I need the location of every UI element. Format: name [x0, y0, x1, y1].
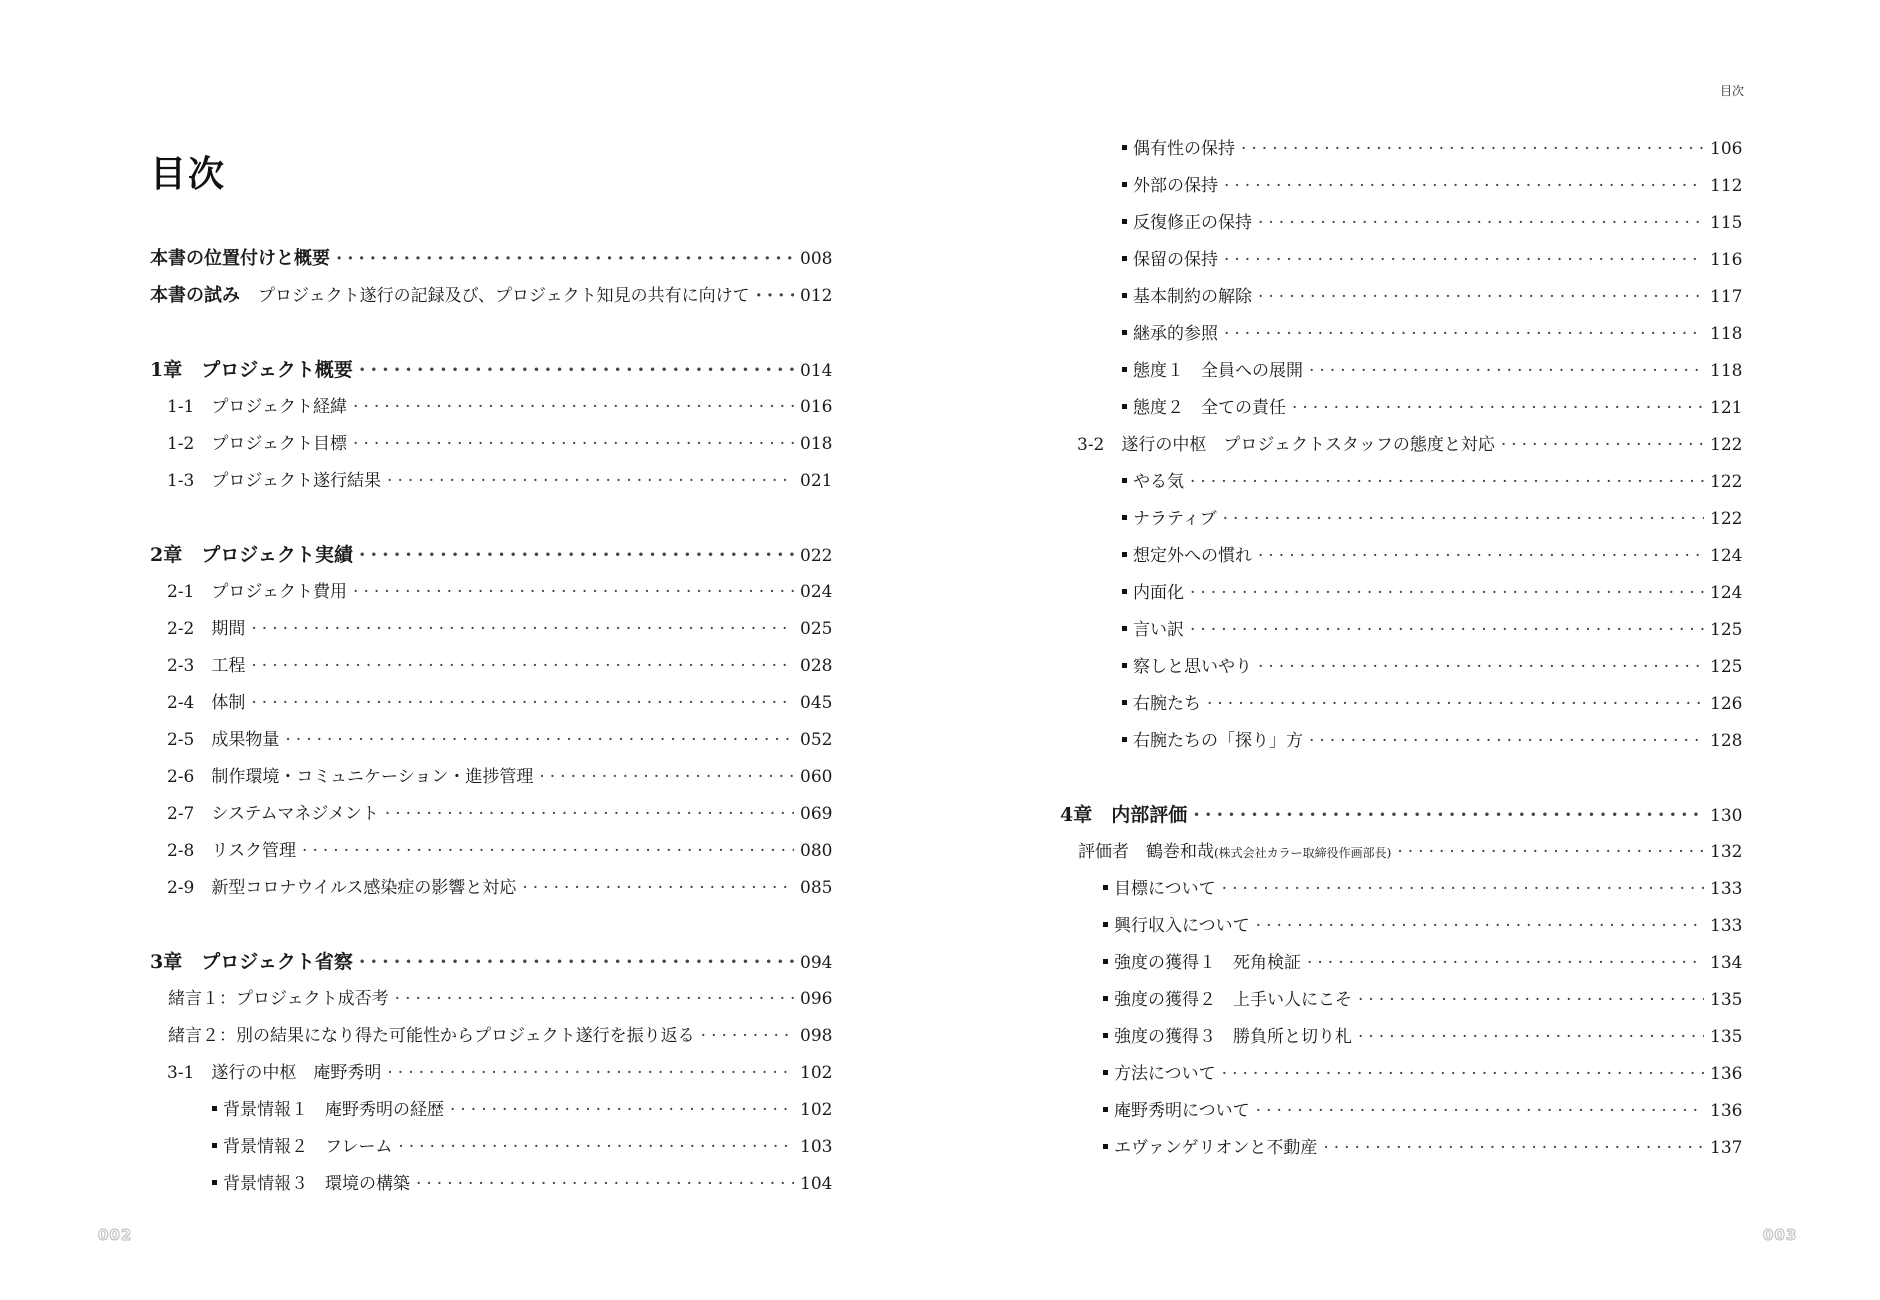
- toc-chapter[interactable]: 3章 プロジェクト省察 ····· 094: [150, 947, 830, 984]
- toc-subsection[interactable]: 継承的参照 ····· 118: [1060, 319, 1740, 356]
- leader-dots: [1207, 694, 1704, 714]
- leader-dots: [1190, 583, 1704, 603]
- leader-dots: [450, 1100, 794, 1120]
- leader-dots: [1193, 804, 1704, 826]
- leader-dots: [1241, 139, 1704, 159]
- leader-dots: [1258, 546, 1704, 566]
- toc-section[interactable]: 2-6 制作環境・コミュニケーション・進捗管理 ····· 060: [150, 762, 830, 799]
- page-number: 002: [98, 1226, 133, 1244]
- toc-chapter[interactable]: 1章 プロジェクト概要 ····· 014: [150, 355, 830, 392]
- leader-dots: [1397, 842, 1704, 862]
- bullet-icon: [1122, 663, 1127, 668]
- bullet-icon: [1122, 256, 1127, 261]
- leader-dots: [1224, 250, 1704, 270]
- toc-subsection[interactable]: 基本制約の解除 ····· 117: [1060, 282, 1740, 319]
- toc-subsection[interactable]: 内面化 ····· 124: [1060, 578, 1740, 615]
- leader-dots: [359, 951, 794, 973]
- bullet-icon: [1122, 182, 1127, 187]
- leader-dots: [416, 1174, 794, 1194]
- bullet-icon: [1122, 700, 1127, 705]
- toc-subsection[interactable]: ナラティブ ····· 122: [1060, 504, 1740, 541]
- toc-subsection[interactable]: 反復修正の保持 ····· 115: [1060, 208, 1740, 245]
- toc-subsection[interactable]: 外部の保持 ····· 112: [1060, 171, 1740, 208]
- bullet-icon: [1122, 737, 1127, 742]
- bullet-icon: [1122, 293, 1127, 298]
- leader-dots: [1258, 657, 1704, 677]
- leader-dots: [1224, 176, 1704, 196]
- toc-chapter[interactable]: 4章 内部評価 ····· 130: [1060, 800, 1740, 837]
- toc-entry[interactable]: 本書の位置付けと概要 ····· 008: [150, 244, 830, 281]
- leader-dots: [353, 397, 794, 417]
- leader-dots: [285, 730, 794, 750]
- bullet-icon: [212, 1106, 217, 1111]
- bullet-icon: [1103, 1033, 1108, 1038]
- bullet-icon: [1122, 367, 1127, 372]
- toc-section[interactable]: 評価者 鶴巻和哉(株式会社カラー取締役作画部長) ····· 132: [1060, 837, 1740, 874]
- leader-dots: [1224, 324, 1704, 344]
- page-number: 003: [1763, 1226, 1798, 1244]
- toc-subsection[interactable]: やる気 ····· 122: [1060, 467, 1740, 504]
- leader-dots: [1190, 472, 1704, 492]
- bullet-icon: [1103, 959, 1108, 964]
- toc-section[interactable]: 2-2 期間 ····· 025: [150, 614, 830, 651]
- leader-dots: [539, 767, 794, 787]
- leader-dots: [385, 804, 794, 824]
- bullet-icon: [1122, 515, 1127, 520]
- leader-dots: [251, 619, 794, 639]
- leader-dots: [756, 285, 794, 306]
- toc-subsection[interactable]: 言い訳 ····· 125: [1060, 615, 1740, 652]
- leader-dots: [1307, 953, 1704, 973]
- toc-subsection[interactable]: 右腕たちの「探り」方 ····· 128: [1060, 726, 1740, 763]
- bullet-icon: [1122, 219, 1127, 224]
- leader-dots: [1309, 361, 1704, 381]
- bullet-icon: [1122, 589, 1127, 594]
- leader-dots: [1323, 1138, 1704, 1158]
- toc-subsection[interactable]: 強度の獲得３ 勝負所と切り札 ····· 135: [1060, 1022, 1740, 1059]
- toc-subsection[interactable]: 偶有性の保持 ····· 106: [1060, 134, 1740, 171]
- toc-section[interactable]: 1-2 プロジェクト目標 ····· 018: [150, 429, 830, 466]
- toc-subsection[interactable]: 庵野秀明について ····· 136: [1060, 1096, 1740, 1133]
- bullet-icon: [212, 1180, 217, 1185]
- toc-subsection[interactable]: 察しと思いやり ····· 125: [1060, 652, 1740, 689]
- toc-section[interactable]: 2-1 プロジェクト費用 ····· 024: [150, 577, 830, 614]
- toc-subsection[interactable]: 興行収入について ····· 133: [1060, 911, 1740, 948]
- leader-dots: [701, 1026, 794, 1046]
- toc-section[interactable]: 2-5 成果物量 ····· 052: [150, 725, 830, 762]
- leader-dots: [353, 434, 794, 454]
- bullet-icon: [1103, 996, 1108, 1001]
- leader-dots: [251, 693, 794, 713]
- leader-dots: [1256, 1101, 1704, 1121]
- leader-dots: [387, 1063, 794, 1083]
- leader-dots: [1309, 731, 1704, 751]
- leader-dots: [359, 359, 794, 381]
- leader-dots: [336, 248, 794, 269]
- running-head: 目次: [1720, 84, 1745, 98]
- toc-subsection[interactable]: 目標について ····· 133: [1060, 874, 1740, 911]
- bullet-icon: [212, 1143, 217, 1148]
- toc-subsection[interactable]: 背景情報３ 環境の構築 ····· 104: [150, 1169, 830, 1206]
- toc-subsection[interactable]: 方法について ····· 136: [1060, 1059, 1740, 1096]
- leader-dots: [522, 878, 794, 898]
- leader-dots: [302, 841, 794, 861]
- toc-section[interactable]: 緒言１：プロジェクト成否考 ····· 096: [150, 984, 830, 1021]
- leader-dots: [1256, 916, 1704, 936]
- bullet-icon: [1103, 1070, 1108, 1075]
- bullet-icon: [1103, 1107, 1108, 1112]
- leader-dots: [1258, 213, 1704, 233]
- leader-dots: [1358, 990, 1704, 1010]
- toc-chapter[interactable]: 2章 プロジェクト実績 ····· 022: [150, 540, 830, 577]
- bullet-icon: [1103, 885, 1108, 890]
- leader-dots: [1190, 620, 1704, 640]
- toc-section[interactable]: 2-3 工程 ····· 028: [150, 651, 830, 688]
- toc-section[interactable]: 1-1 プロジェクト経緯 ····· 016: [150, 392, 830, 429]
- toc-subsection[interactable]: 背景情報２ フレーム ····· 103: [150, 1132, 830, 1169]
- toc-section[interactable]: 2-4 体制 ····· 045: [150, 688, 830, 725]
- toc-subsection[interactable]: 強度の獲得１ 死角検証 ····· 134: [1060, 948, 1740, 985]
- toc-section[interactable]: 2-8 リスク管理 ····· 080: [150, 836, 830, 873]
- toc-subsection[interactable]: 強度の獲得２ 上手い人にこそ ····· 135: [1060, 985, 1740, 1022]
- leader-dots: [1258, 287, 1704, 307]
- bullet-icon: [1122, 145, 1127, 150]
- bullet-icon: [1103, 922, 1108, 927]
- toc-subsection[interactable]: 背景情報１ 庵野秀明の経歴 ····· 102: [150, 1095, 830, 1132]
- bullet-icon: [1122, 330, 1127, 335]
- toc-subsection[interactable]: 想定外への慣れ ····· 124: [1060, 541, 1740, 578]
- leader-dots: [1358, 1027, 1704, 1047]
- leader-dots: [1292, 398, 1704, 418]
- leader-dots: [398, 1137, 794, 1157]
- toc-section[interactable]: 2-7 システムマネジメント ····· 069: [150, 799, 830, 836]
- leader-dots: [387, 471, 794, 491]
- toc-right-column: [1060, 134, 1743, 1170]
- leader-dots: [395, 989, 794, 1009]
- toc-section[interactable]: 1-3 プロジェクト遂行結果 ····· 021: [150, 466, 830, 503]
- right-page: [940, 0, 1880, 1300]
- bullet-icon: [1122, 552, 1127, 557]
- toc-section[interactable]: 3-1 遂行の中枢 庵野秀明 ····· 102: [150, 1058, 830, 1095]
- toc-left-column: [150, 244, 833, 1206]
- page-title: 目次: [150, 153, 227, 195]
- bullet-icon: [1122, 478, 1127, 483]
- toc-section[interactable]: 2-9 新型コロナウイルス感染症の影響と対応 ····· 085: [150, 873, 830, 910]
- leader-dots: [1222, 1064, 1704, 1084]
- bullet-icon: [1122, 626, 1127, 631]
- toc-subsection[interactable]: 態度１ 全員への展開 ····· 118: [1060, 356, 1740, 393]
- leader-dots: [1501, 435, 1704, 455]
- leader-dots: [1223, 509, 1704, 529]
- leader-dots: [353, 582, 794, 602]
- toc-subsection[interactable]: 右腕たち ····· 126: [1060, 689, 1740, 726]
- toc-section[interactable]: 3-2 遂行の中枢 プロジェクトスタッフの態度と対応 ····· 122: [1060, 430, 1740, 467]
- leader-dots: [1222, 879, 1704, 899]
- toc-subsection[interactable]: 態度２ 全ての責任 ····· 121: [1060, 393, 1740, 430]
- toc-section[interactable]: 緒言２：別の結果になり得た可能性からプロジェクト遂行を振り返る ····· 098: [150, 1021, 830, 1058]
- leader-dots: [359, 544, 794, 566]
- toc-entry[interactable]: 本書の試み プロジェクト遂行の記録及び、プロジェクト知見の共有に向けて ····· 012: [150, 281, 830, 318]
- toc-subsection[interactable]: 保留の保持 ····· 116: [1060, 245, 1740, 282]
- toc-subsection[interactable]: エヴァンゲリオンと不動産 ····· 137: [1060, 1133, 1740, 1170]
- bullet-icon: [1122, 404, 1127, 409]
- bullet-icon: [1103, 1144, 1108, 1149]
- leader-dots: [251, 656, 794, 676]
